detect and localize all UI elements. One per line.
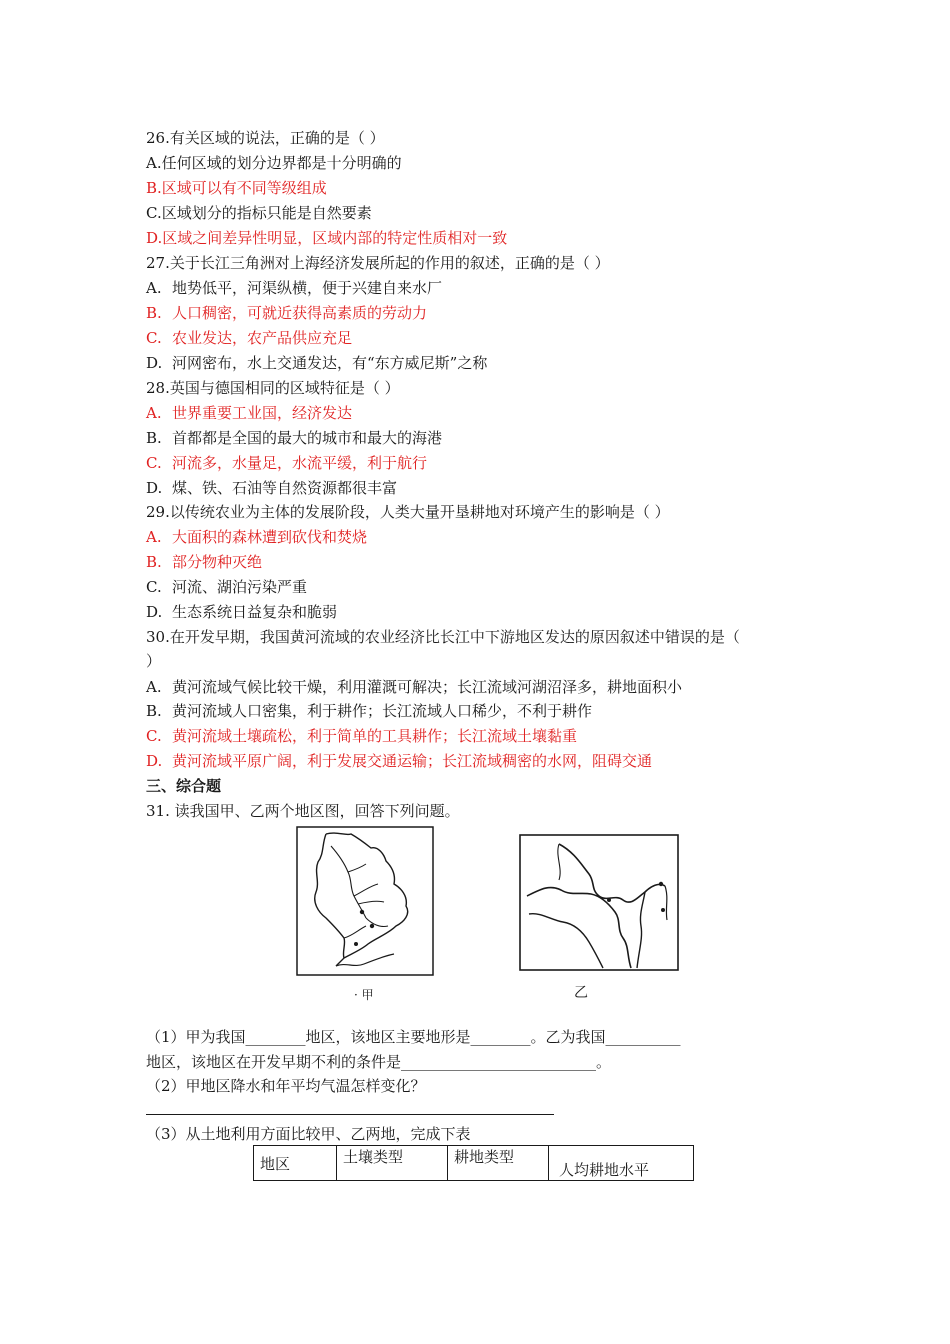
- question-30-option-a: A. 黄河流域气候比较干燥，利用灌溉可解决；长江流域河湖沼泽多，耕地面积小: [146, 678, 683, 696]
- question-28-option-d: D. 煤、铁、石油等自然资源都很丰富: [146, 479, 398, 497]
- map-jia: [296, 826, 434, 976]
- question-30-option-c: C. 黄河流域土壤疏松，利于简单的工具耕作；长江流域土壤黏重: [146, 727, 578, 745]
- map-yi-label: 乙: [574, 985, 588, 1001]
- question-29-option-b: B. 部分物种灭绝: [146, 553, 263, 571]
- question-30-stem: 30.在开发早期，我国黄河流域的农业经济比长江中下游地区发达的原因叙述中错误的是（: [146, 628, 740, 646]
- table-header-cell: 人均耕地水平: [549, 1146, 694, 1181]
- table-header-cell: 地区: [254, 1146, 337, 1181]
- question-26-option-d: D.区域之间差异性明显，区域内部的特定性质相对一致: [146, 229, 508, 247]
- q31-sub1-line2: 地区，该地区在开发早期不利的条件是__________________________。: [146, 1053, 612, 1071]
- question-26-stem: 26.有关区域的说法，正确的是（ ）: [146, 129, 385, 147]
- question-28-option-c: C. 河流多，水量足，水流平缓，利于航行: [146, 454, 428, 472]
- map-jia-label: · 甲: [354, 988, 374, 1002]
- question-30-stem-cont: ）: [146, 652, 162, 670]
- q31-sub1-line1: （1）甲为我国________地区，该地区主要地形是________。乙为我国__________: [146, 1028, 681, 1046]
- question-30-option-b: B. 黄河流域人口密集，利于耕作；长江流域人口稀少，不利于耕作: [146, 702, 593, 720]
- question-29-option-c: C. 河流、湖泊污染严重: [146, 578, 308, 596]
- question-26-option-a: A.任何区域的划分边界都是十分明确的: [146, 154, 402, 172]
- question-28-option-a: A. 世界重要工业国，经济发达: [146, 404, 353, 422]
- question-29-stem: 29.以传统农业为主体的发展阶段，人类大量开垦耕地对环境产生的影响是（ ）: [146, 503, 670, 521]
- question-26-option-c: C.区域划分的指标只能是自然要素: [146, 204, 372, 222]
- question-28-option-b: B. 首都都是全国的最大的城市和最大的海港: [146, 429, 443, 447]
- table-header-cell: 土壤类型: [337, 1146, 448, 1181]
- question-27-option-d: D. 河网密布，水上交通发达，有“东方威尼斯”之称: [146, 354, 488, 372]
- q31-sub2: （2）甲地区降水和年平均气温怎样变化？: [146, 1077, 426, 1095]
- answer-line: [146, 1114, 554, 1115]
- question-27-option-b: B. 人口稠密，可就近获得高素质的劳动力: [146, 304, 428, 322]
- land-use-table: [253, 1145, 694, 1181]
- table-header-cell: 耕地类型: [448, 1146, 549, 1181]
- question-30-option-d: D. 黄河流域平原广阔，利于发展交通运输；长江流域稠密的水网，阻碍交通: [146, 752, 653, 770]
- question-29-option-d: D. 生态系统日益复杂和脆弱: [146, 603, 338, 621]
- section-title: 三、综合题: [146, 777, 222, 795]
- question-27-option-c: C. 农业发达，农产品供应充足: [146, 329, 353, 347]
- table-row: [254, 1146, 694, 1181]
- question-27-stem: 27.关于长江三角洲对上海经济发展所起的作用的叙述，正确的是（ ）: [146, 254, 610, 272]
- q31-sub3: （3）从土地利用方面比较甲、乙两地，完成下表: [146, 1125, 471, 1143]
- map-yi: [519, 834, 679, 971]
- question-27-option-a: A. 地势低平，河渠纵横，便于兴建自来水厂: [146, 279, 443, 297]
- question-31-stem: 31. 读我国甲、乙两个地区图，回答下列问题。: [146, 802, 460, 820]
- question-29-option-a: A. 大面积的森林遭到砍伐和焚烧: [146, 528, 368, 546]
- question-26-option-b: B.区域可以有不同等级组成: [146, 179, 327, 197]
- question-28-stem: 28.英国与德国相同的区域特征是（ ）: [146, 379, 400, 397]
